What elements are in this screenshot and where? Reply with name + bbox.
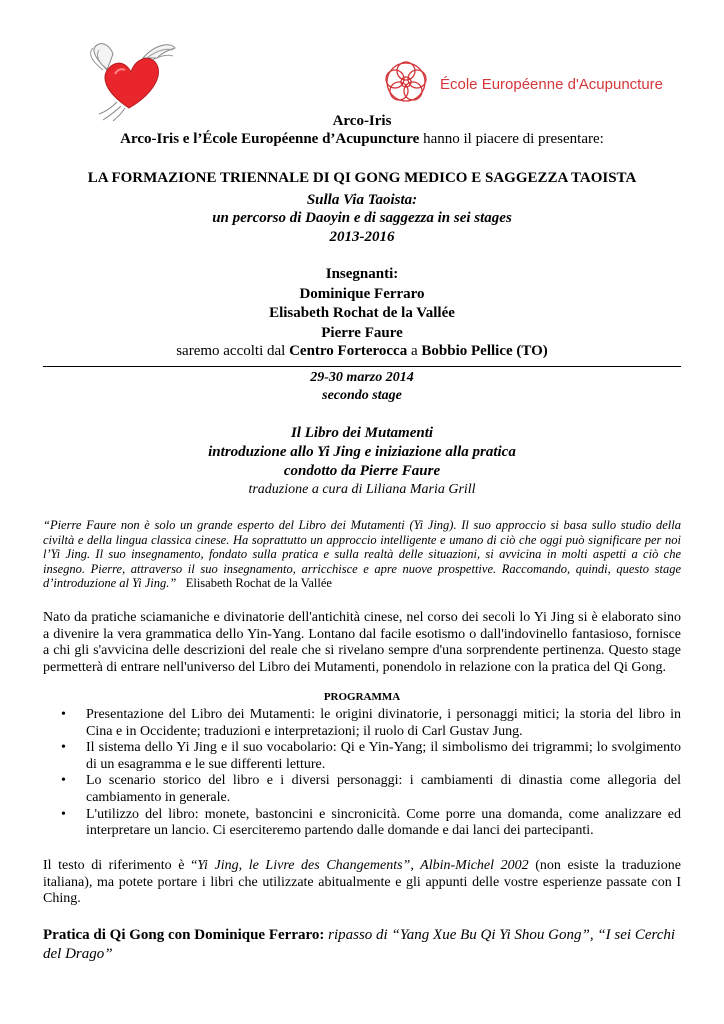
stage-translation: traduzione a cura di Liliana Maria Grill xyxy=(248,482,476,497)
presenters: Arco-Iris e l’École Européenne d’Acupuncture xyxy=(120,131,420,147)
list-item xyxy=(61,773,681,806)
reference-paragraph xyxy=(43,858,681,908)
list-item xyxy=(61,707,681,740)
ecole-europeenne-logo xyxy=(378,55,678,107)
intro-paragraph: Nato da pratiche sciamaniche e divinatorie dell'antichità cinese, nel corso dei secoli lo Yi Jing si è elaborato sino a divenire la vera grammatica dello Yin-Yang. Lontano dal facile esotismo o dall'indovinello fantasioso, fornisce a chi gli s'avvicina delle descrizioni del reale che si rivelano sempre d'una sorprendente pertinenza. Questo stage permetterà di entrare nell'universo del Libro dei Mutamenti, ponendolo in relazione con la pratica del Qi Gong. xyxy=(43,610,681,675)
venue-prefix: saremo accolti dal xyxy=(176,343,290,359)
venue-line xyxy=(20,343,704,360)
teachers-heading: Insegnanti: xyxy=(325,266,399,282)
testimonial-quote xyxy=(43,518,681,591)
knot-emblem-icon xyxy=(378,57,434,105)
list-item xyxy=(61,807,681,840)
teacher-name: Pierre Faure xyxy=(321,325,403,341)
stage-theme: Il Libro dei Mutamenti xyxy=(290,425,434,441)
arco-iris-heart-logo xyxy=(85,40,177,122)
divider xyxy=(43,366,681,367)
course-subtitle: Sulla Via Taoista: xyxy=(306,192,418,208)
winged-heart-icon xyxy=(85,40,177,122)
list-item-text: Presentazione del Libro dei Mutamenti: le origini divinatorie, i personaggi mitici; la storia del libro in Cina e in Occidente; traduzioni e interpretazioni; il ruolo di Carl Gustav Jung. xyxy=(86,707,681,739)
reference-prefix: Il testo di riferimento è “ xyxy=(43,858,198,873)
program-list xyxy=(61,707,681,840)
stage-date: 29-30 marzo 2014 xyxy=(310,370,414,385)
venue-place: Centro Forterocca xyxy=(289,343,408,359)
course-years: 2013-2016 xyxy=(329,229,395,245)
course-title: LA FORMAZIONE TRIENNALE DI QI GONG MEDICO E SAGGEZZA TAOISTA xyxy=(87,170,637,186)
practice-label: Pratica di Qi Gong con Dominique Ferraro: xyxy=(43,927,325,943)
stage-intro: introduzione allo Yi Jing e iniziazione alla pratica xyxy=(208,444,516,460)
presentation-text: hanno il piacere di presentare: xyxy=(419,131,604,147)
list-item-text: Lo scenario storico del libro e i diversi personaggi: i cambiamenti di dinastia come allegoria del cambiamento in generale. xyxy=(86,773,681,805)
bullet-icon: • xyxy=(61,773,66,789)
course-subtitle-2: un percorso di Daoyin e di saggezza in sei stages xyxy=(212,210,512,226)
teacher-name: Elisabeth Rochat de la Vallée xyxy=(269,305,455,321)
teacher-name: Dominique Ferraro xyxy=(299,286,425,302)
stage-label: secondo stage xyxy=(322,388,402,403)
list-item-text: Il sistema dello Yi Jing e il suo vocabolario: Qi e Yin-Yang; il simbolismo dei trigrammi; lo svolgimento di un esagramma e le sue differenti letture. xyxy=(86,740,681,772)
program-heading: PROGRAMMA xyxy=(323,691,401,703)
quote-author: Elisabeth Rochat de la Vallée xyxy=(185,576,332,590)
stage-conductor: condotto da Pierre Faure xyxy=(283,463,441,479)
venue-city: Bobbio Pellice (TO) xyxy=(421,343,548,359)
org-name: Arco-Iris xyxy=(332,113,392,129)
venue-mid: a xyxy=(407,343,422,359)
ecole-logo-text: École Européenne d'Acupuncture xyxy=(440,76,664,93)
presentation-line xyxy=(20,131,704,148)
reference-rest: (non esiste la traduzione italiana), ma potete portare i libri che utilizzate abitualmente e gli appunti delle vostre esperienze passate con I Ching. xyxy=(43,858,681,907)
qigong-practice xyxy=(43,926,681,964)
bullet-icon: • xyxy=(61,740,66,756)
bullet-icon: • xyxy=(61,707,66,722)
bullet-icon: • xyxy=(61,806,66,822)
reference-book: Yi Jing, le Livre des Changements”, Albin-Michel 2002 xyxy=(197,858,529,873)
list-item xyxy=(61,740,681,773)
list-item-text: L'utilizzo del libro: monete, bastoncini e sincronicità. Come porre una domanda, come analizzare ed interpretare un lancio. Ci eserciteremo partendo dalle domande e dai lanci dei partecipanti. xyxy=(86,806,681,839)
practice-detail: ripasso di “Yang Xue Bu Qi Yi Shou Gong”, “I sei Cerchi del Drago” xyxy=(43,927,676,962)
quote-text: “Pierre Faure non è solo un grande esperto del Libro dei Mutamenti (Yi Jing). Il suo approccio si basa sullo studio della civiltà e della lingua classica cinese. Ha soprattutto un approccio intelligente e umano di ciò che oggi può significare per noi l’Yi Jing. Il suo insegnamento, fondato sulla pratica e sulla realtà delle situazioni, si avvicina in molti aspetti a ciò che insegno. Pierre, attraverso il suo insegnamento, arricchisce e apre nuove prospettive. Raccomando, quindi, questo stage d’introduzione al Yi Jing.” xyxy=(43,518,681,590)
